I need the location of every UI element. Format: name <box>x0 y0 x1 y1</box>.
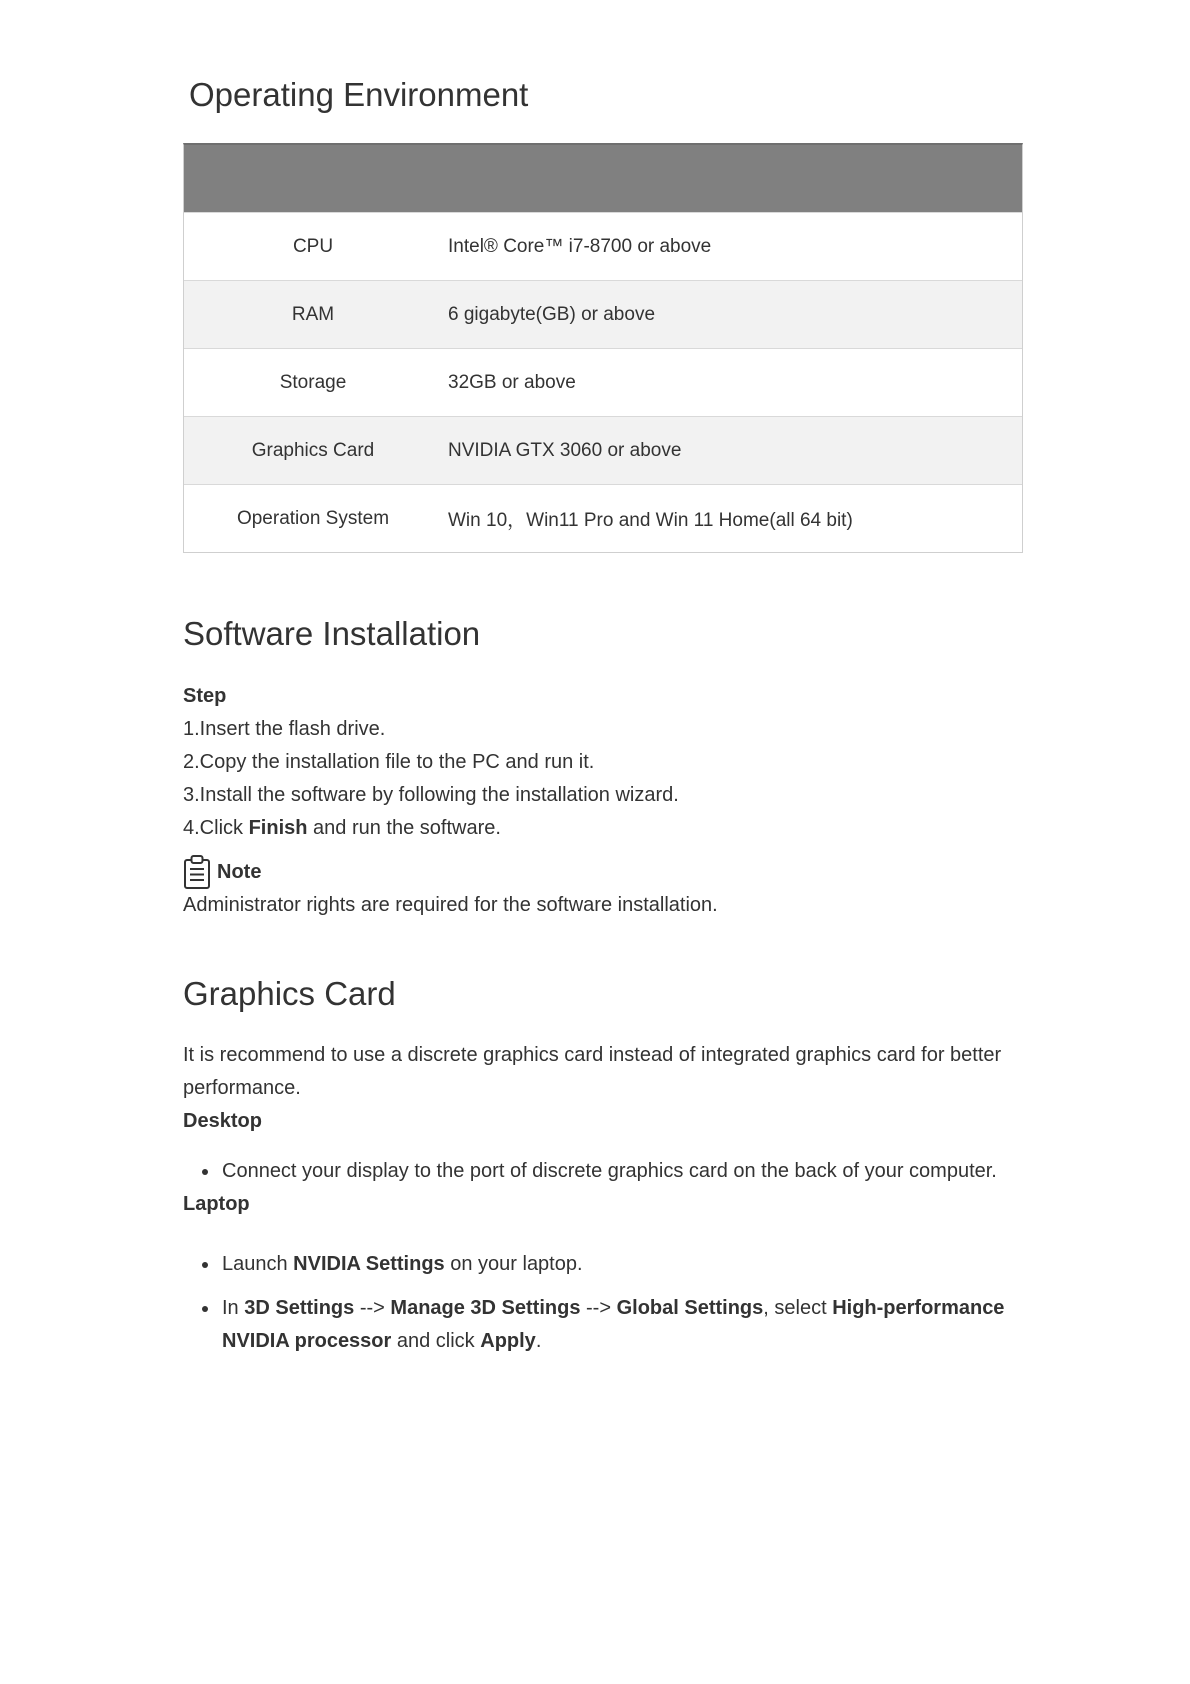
software-installation-heading: Software Installation <box>183 615 481 652</box>
spec-table <box>183 143 1023 553</box>
list-item <box>183 1292 1023 1358</box>
desktop-list <box>183 1155 1023 1188</box>
manage-3d-settings-label: Manage 3D Settings <box>390 1297 581 1319</box>
spec-value: Win 10，Win11 Pro and Win 11 Home(all 64 bit) <box>448 510 853 531</box>
3d-settings-label: 3D Settings <box>244 1297 355 1319</box>
spec-row-storage <box>184 348 1022 416</box>
spec-row-ram <box>184 280 1022 348</box>
apply-label: Apply <box>480 1330 536 1352</box>
spec-label: Operation System <box>236 507 390 529</box>
step-4-text: 4.Click <box>183 817 249 839</box>
item-text: . <box>535 1330 542 1352</box>
item-text: In <box>222 1297 245 1319</box>
operating-environment-heading: Operating Environment <box>189 76 529 113</box>
step-label: Step <box>183 685 227 707</box>
spec-label: RAM <box>291 303 335 325</box>
high-performance-processor-label: High-performance NVIDIA processor <box>222 1297 1005 1352</box>
note-text: Administrator rights are required for the software installation. <box>183 894 718 916</box>
graphics-card-section <box>183 1039 1023 1358</box>
note-label: Note <box>217 861 262 883</box>
list-item: Connect your display to the port of discrete graphics card on the back of your computer. <box>183 1155 1023 1188</box>
software-installation-section <box>183 680 1023 922</box>
item-text: on your laptop. <box>444 1253 583 1275</box>
step-2: 2.Copy the installation file to the PC and run it. <box>183 751 595 773</box>
laptop-list <box>183 1248 1023 1358</box>
graphics-card-heading: Graphics Card <box>183 975 396 1012</box>
global-settings-label: Global Settings <box>616 1297 764 1319</box>
item-text: --> <box>354 1297 391 1319</box>
item-text: --> <box>580 1297 617 1319</box>
spec-label: Graphics Card <box>251 439 375 461</box>
spec-value: 6 gigabyte(GB) or above <box>448 303 656 325</box>
finish-label: Finish <box>248 817 308 839</box>
step-4-text: and run the software. <box>307 817 501 839</box>
step-4 <box>183 812 1023 845</box>
spec-value: Intel® Core™ i7-8700 or above <box>448 235 712 257</box>
clipboard-icon <box>183 855 211 889</box>
note-heading <box>183 845 1023 889</box>
spec-row-graphics-card <box>184 416 1022 484</box>
nvidia-settings-label: NVIDIA Settings <box>293 1253 445 1275</box>
spec-label: CPU <box>292 235 334 257</box>
graphics-intro: It is recommend to use a discrete graphics card instead of integrated graphics card for better performance. <box>183 1044 1002 1099</box>
desktop-label: Desktop <box>183 1110 262 1132</box>
item-text: , select <box>763 1297 833 1319</box>
spec-label: Storage <box>279 371 347 393</box>
spec-row-operation-system <box>184 484 1022 552</box>
list-item <box>183 1248 1023 1281</box>
spec-row-cpu <box>184 212 1022 280</box>
spec-table-header <box>184 145 1022 212</box>
spec-value: NVIDIA GTX 3060 or above <box>448 439 682 461</box>
item-text: Launch <box>222 1253 294 1275</box>
step-3: 3.Install the software by following the installation wizard. <box>183 784 679 806</box>
spec-value: 32GB or above <box>448 371 576 393</box>
step-1: 1.Insert the flash drive. <box>183 718 386 740</box>
item-text: and click <box>391 1330 481 1352</box>
laptop-label: Laptop <box>183 1193 250 1215</box>
